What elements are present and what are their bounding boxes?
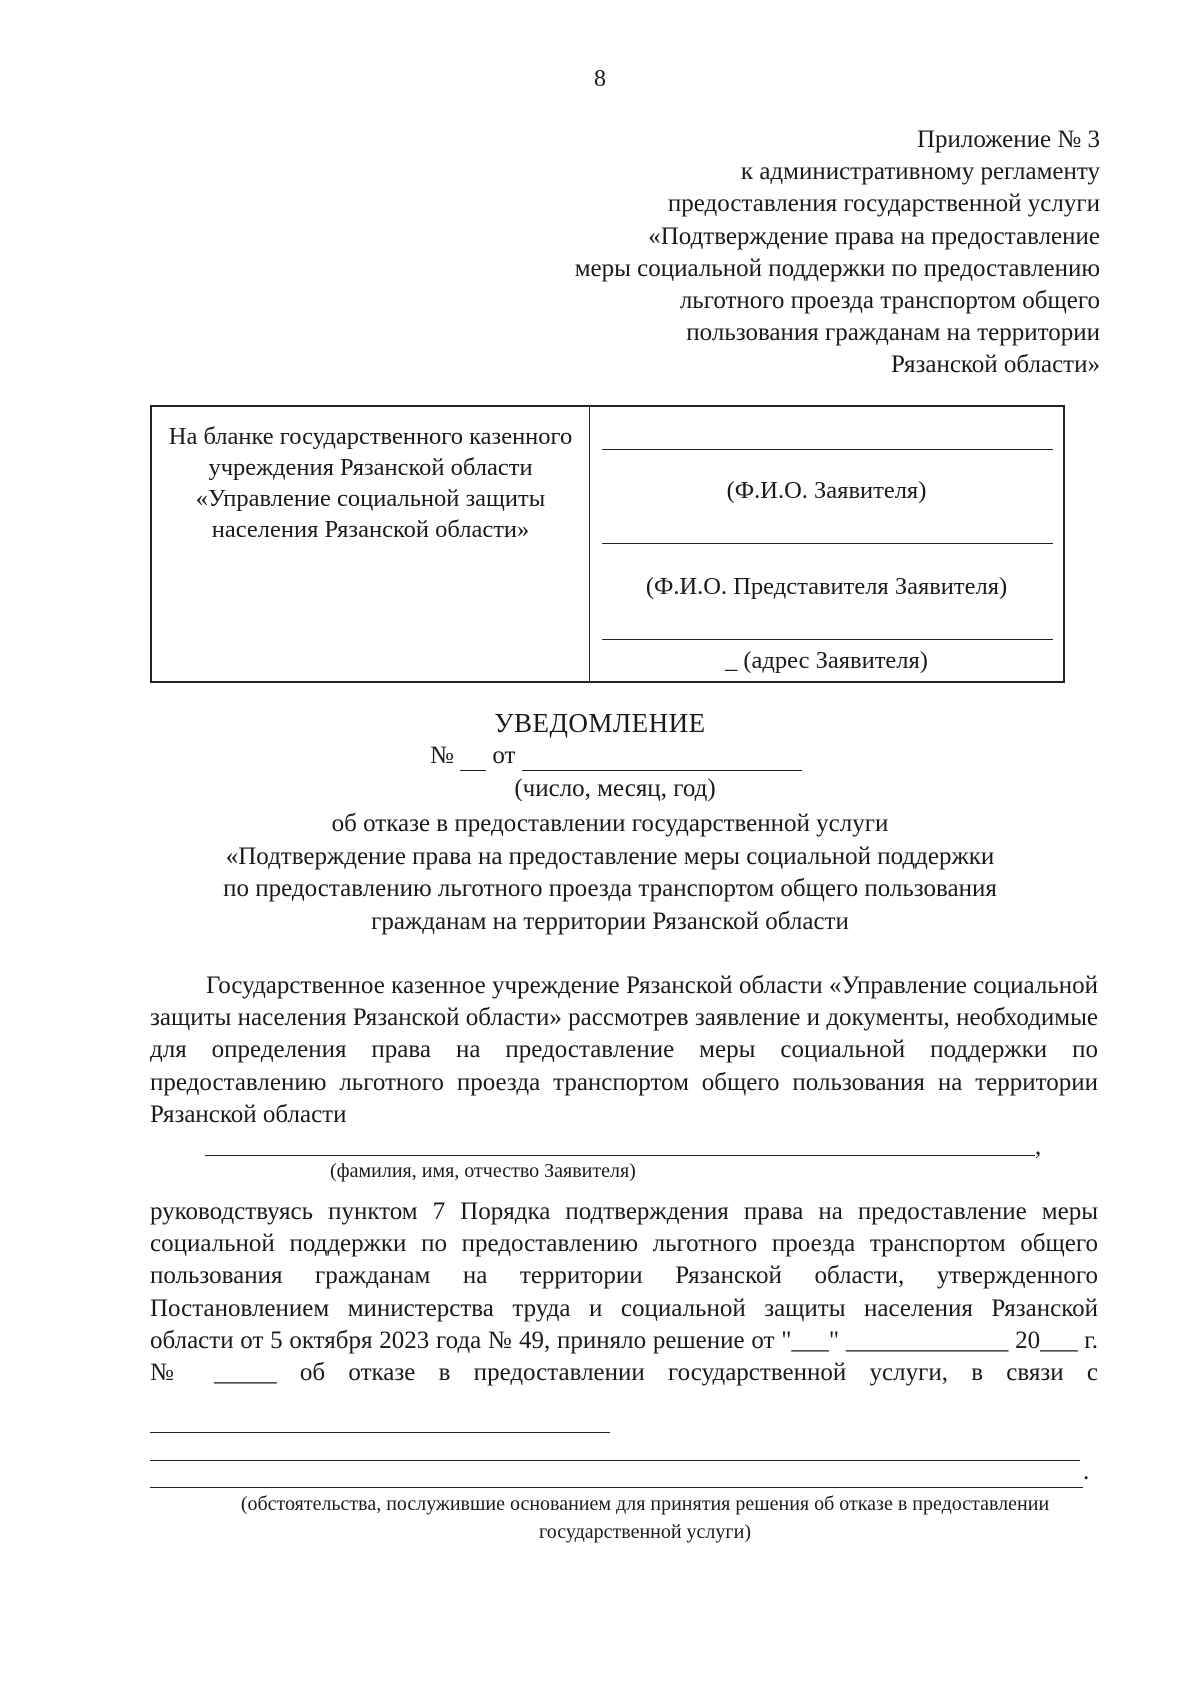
date-blank [522, 742, 802, 771]
appendix-heading [575, 124, 1100, 382]
notice-subject [160, 808, 1060, 938]
decision-text: руководствуясь пунктом 7 Порядка подтверждения права на предоставление меры социальной поддержки по предоставлению льготного проезда транспортом общего пользования гражданам на территории Рязанской области, утвержденного Постановлением министерства труда и социальной защиты населения Рязанской области от 5 октября 2023 года № 49, приняло решение от "___" _____________ 20___ г. № _____ об отказе в предоставлении государственной услуги, в связи с [150, 1198, 1098, 1387]
representative-fio-line [602, 543, 1053, 544]
appendix-line: предоставления государственной услуги [667, 190, 1100, 218]
subject-line: гражданам на территории Рязанской области [371, 907, 849, 935]
appendix-line: Приложение № 3 [916, 126, 1100, 153]
subject-line: «Подтверждение права на предоставление меры социальной поддержки [225, 842, 995, 870]
header-table [150, 405, 1065, 683]
appendix-line: «Подтверждение права на предоставление [648, 222, 1100, 250]
body-paragraph-1: Государственное казенное учреждение Рязанской области «Управление социальной защиты населения Рязанской области» рассмотрев заявление и документы, необходимые для определения права на предоставление меры социальной поддержки по предоставлению льготного проезда транспортом общего пользования на территории Рязанской области [150, 972, 1098, 1128]
reason-caption: (обстоятельства, послужившие основанием для принятия решения об отказе в предоставлении государственной услуги) [240, 1493, 1050, 1543]
address-caption: _ (адрес Заявителя) [725, 647, 928, 674]
appendix-line: Рязанской области» [891, 351, 1100, 379]
applicant-fio-caption: (Ф.И.О. Заявителя) [726, 477, 927, 504]
page-number: 8 [594, 66, 606, 92]
applicant-name-caption: (фамилия, имя, отчество Заявителя) [330, 1160, 636, 1182]
letterhead-note: На бланке государственного казенного учреждения Рязанской области «Управление социальной защиты населения Рязанской области» [152, 407, 590, 681]
notice-number-line [430, 742, 802, 771]
appendix-line: к административному регламенту [740, 158, 1100, 186]
representative-fio-caption: (Ф.И.О. Представителя Заявителя) [645, 573, 1008, 600]
applicant-fio-line [602, 449, 1053, 450]
number-sign: № [430, 742, 454, 769]
appendix-line: меры социальной поддержки по предоставлению [574, 254, 1100, 282]
applicant-name-line [205, 1155, 1035, 1156]
date-caption: (число, месяц, год) [514, 775, 716, 802]
address-line [602, 639, 1053, 640]
reason-line-1 [150, 1432, 610, 1433]
from-word: от [492, 742, 516, 769]
applicant-comma: , [1035, 1133, 1042, 1160]
body-paragraph-2 [150, 1196, 1098, 1389]
notice-title: УВЕДОМЛЕНИЕ [494, 708, 706, 738]
subject-line: по предоставлению льготного проезда транспортом общего пользования [223, 875, 997, 902]
reason-period: . [1083, 1458, 1090, 1485]
number-blank [460, 742, 486, 771]
appendix-line: пользования гражданам на территории [686, 319, 1100, 347]
subject-line: об отказе в предоставлении государственной услуги [331, 810, 889, 837]
addressee-block [590, 407, 1063, 681]
reason-line-3 [150, 1487, 1083, 1488]
reason-line-2 [150, 1460, 1080, 1461]
appendix-line: льготного проезда транспортом общего [679, 287, 1100, 315]
